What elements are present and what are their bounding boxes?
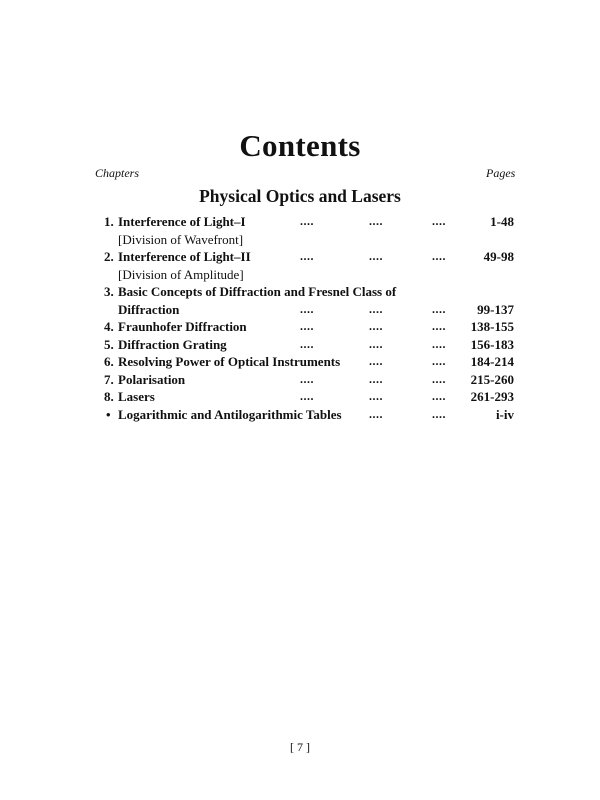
toc-entry-title: Diffraction [118,301,180,317]
page-title: Contents [239,128,361,163]
dot-leader: .... [300,214,314,228]
toc-entry-number: 6. [104,354,114,369]
toc-entry-title: Polarisation [118,371,186,387]
toc-entry-number: 2. [104,249,114,264]
toc-entry-title: Diffraction Grating [118,336,227,352]
toc-entry-title: Resolving Power of Optical Instruments [118,354,341,369]
toc-entry-title: Fraunhofer Diffraction [118,319,247,334]
dot-leader: .... [432,354,446,368]
dot-leader: .... [300,319,314,333]
dot-leader: .... [300,301,314,316]
toc-entry [0,406,600,424]
dot-leader: .... [432,249,446,263]
toc-entry-number: 1. [104,214,114,229]
dot-leader: .... [432,319,446,333]
dot-leader: .... [369,354,383,368]
toc-entry-subtitle: [Division of Wavefront] [118,231,244,247]
toc-entry-pages: 215-260 [470,371,514,387]
dot-leader: .... [432,301,446,316]
dot-leader: .... [369,214,383,228]
toc-entry-number: 4. [104,319,114,334]
dot-leader: .... [369,371,383,386]
toc-entry-pages: 1-48 [490,214,514,229]
section-title: Physical Optics and Lasers [199,186,401,206]
toc-entry-number: 7. [104,371,114,387]
dot-leader: .... [432,389,446,403]
toc-entry [0,213,600,231]
toc-entry-pages: 184-214 [470,354,514,369]
dot-leader: .... [369,301,383,316]
toc-entry [0,283,600,301]
toc-entry [0,371,600,389]
toc-entry-title: Lasers [118,389,155,404]
toc-entry-title: Logarithmic and Antilogarithmic Tables [118,406,342,422]
dot-leader: .... [432,336,446,351]
toc-entry-title: Interference of Light–I [118,214,246,229]
toc-entry-subtitle: [Division of Amplitude] [118,266,244,282]
toc-entry [0,301,600,319]
dot-leader: .... [432,214,446,228]
dot-leader: .... [432,371,446,386]
page-number: [ 7 ] [290,740,310,754]
toc-entry [0,336,600,354]
toc-entry [0,353,600,371]
toc-entry-number: 3. [104,284,114,299]
toc-entry-pages: 138-155 [470,319,514,334]
dot-leader: .... [369,249,383,263]
toc-entry-title: Interference of Light–II [118,249,251,264]
pages-column-header: Pages [486,166,516,180]
toc-entry-pages: 156-183 [470,336,514,352]
dot-leader: .... [300,249,314,263]
dot-leader: .... [369,406,383,421]
table-of-contents [0,213,600,423]
toc-entry-pages: 99-137 [477,301,514,317]
toc-entry-pages: 261-293 [470,389,514,404]
dot-leader: .... [432,406,446,421]
dot-leader: .... [300,371,314,386]
dot-leader: .... [300,336,314,351]
dot-leader: .... [300,389,314,403]
toc-entry-title: Basic Concepts of Diffraction and Fresnel Class of [118,284,397,299]
dot-leader: .... [369,389,383,403]
dot-leader: .... [369,336,383,351]
toc-entry-number: 5. [104,336,114,352]
toc-entry-number: 8. [104,389,114,404]
toc-entry [0,318,600,336]
toc-entry-pages: 49-98 [483,249,514,264]
chapters-column-header: Chapters [95,166,140,180]
toc-entry [0,231,600,249]
bullet-icon: • [106,406,111,422]
toc-entry [0,388,600,406]
toc-entry [0,266,600,284]
dot-leader: .... [369,319,383,333]
toc-entry [0,248,600,266]
toc-entry-pages: i-iv [495,406,514,422]
